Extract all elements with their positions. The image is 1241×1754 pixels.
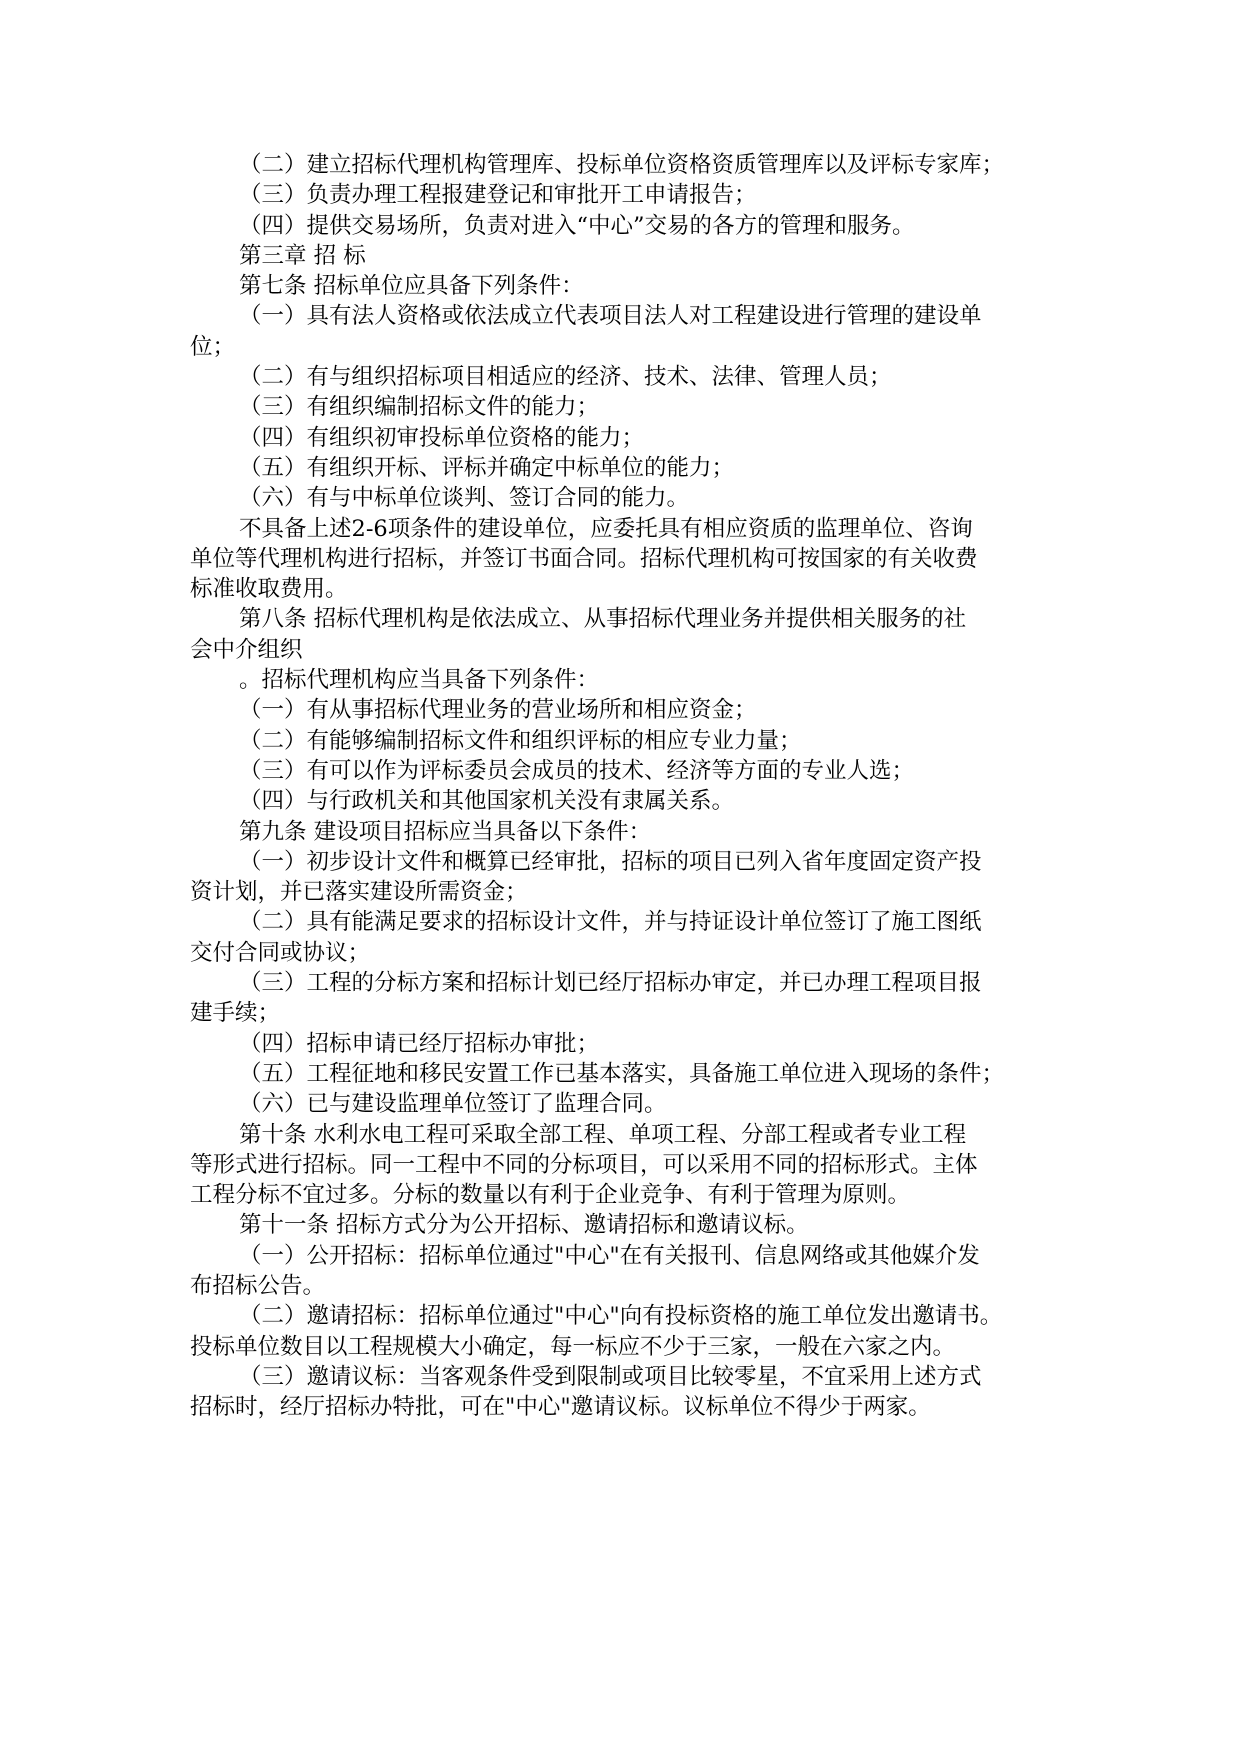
text-line: 第十一条 招标方式分为公开招标、邀请招标和邀请议标。 (239, 1212, 809, 1239)
text-line: （五）有组织开标、评标并确定中标单位的能力； (239, 454, 735, 481)
text-line: 布招标公告。 (190, 1272, 326, 1299)
text-line: （三）负责办理工程报建登记和审批开工申请报告； (239, 182, 757, 209)
text-line: （二）建立招标代理机构管理库、投标单位资格资质管理库以及评标专家库； (239, 152, 1005, 178)
document-body (190, 150, 1055, 1422)
text-line: （一）有从事招标代理业务的营业场所和相应资金； (239, 697, 757, 724)
text-line: 单位等代理机构进行招标，并签订书面合同。招标代理机构可按国家的有关收费 (190, 545, 978, 572)
text-line: （三）有可以作为评标委员会成员的技术、经济等方面的专业人选； (239, 757, 915, 784)
text-line: （四）与行政机关和其他国家机关没有隶属关系。 (239, 788, 735, 815)
text-line: 交付合同或协议； (190, 939, 371, 966)
text-line: （二）有与组织招标项目相适应的经济、技术、法律、管理人员； (239, 364, 892, 391)
text-line: 。招标代理机构应当具备下列条件： (239, 667, 600, 694)
text-line: （二）具有能满足要求的招标设计文件，并与持证设计单位签订了施工图纸 (239, 909, 982, 936)
text-line: （二）有能够编制招标文件和组织评标的相应专业力量； (239, 727, 802, 754)
text-line: 工程分标不宜过多。分标的数量以有利于企业竞争、有利于管理为原则。 (190, 1182, 911, 1209)
text-line: 招标时，经厅招标办特批，可在"中心"邀请议标。议标单位不得少于两家。 (190, 1394, 931, 1421)
text-line: 第八条 招标代理机构是依法成立、从事招标代理业务并提供相关服务的社 (239, 606, 967, 633)
text-line: （三）有组织编制招标文件的能力； (239, 394, 600, 421)
text-line: 不具备上述2-6项条件的建设单位，应委托具有相应资质的监理单位、咨询 (239, 515, 973, 542)
text-line: （四）有组织初审投标单位资格的能力； (239, 424, 645, 451)
text-line: 第九条 建设项目招标应当具备以下条件： (239, 818, 652, 845)
text-line: （五）工程征地和移民安置工作已基本落实，具备施工单位进入现场的条件； (239, 1060, 1005, 1087)
text-line: （六）有与中标单位谈判、签订合同的能力。 (239, 485, 690, 512)
text-line: 第七条 招标单位应具备下列条件： (239, 273, 584, 300)
text-line: （四）提供交易场所，负责对进入“中心”交易的各方的管理和服务。 (239, 212, 915, 239)
text-line: 资计划，并已落实建设所需资金； (190, 879, 528, 906)
text-line: （六）已与建设监理单位签订了监理合同。 (239, 1091, 667, 1118)
text-line: （三）工程的分标方案和招标计划已经厅招标办审定，并已办理工程项目报 (239, 970, 982, 997)
text-line: （一）具有法人资格或依法成立代表项目法人对工程建设进行管理的建设单 (239, 303, 982, 330)
text-line: 标准收取费用。 (190, 576, 348, 603)
text-line: 位； (190, 333, 236, 360)
text-line: （一）公开招标：招标单位通过"中心"在有关报刊、信息网络或其他媒介发 (239, 1242, 980, 1269)
text-line: 等形式进行招标。同一工程中不同的分标项目，可以采用不同的招标形式。主体 (190, 1151, 978, 1178)
text-line: 投标单位数目以工程规模大小确定，每一标应不少于三家，一般在六家之内。 (190, 1333, 956, 1360)
text-line: （四）招标申请已经厅招标办审批； (239, 1030, 600, 1057)
text-line: 第三章 招 标 (239, 242, 366, 269)
text-line: （二）邀请招标：招标单位通过"中心"向有投标资格的施工单位发出邀请书。 (239, 1303, 1003, 1330)
text-line: （一）初步设计文件和概算已经审批，招标的项目已列入省年度固定资产投 (239, 848, 982, 875)
text-line: （三）邀请议标：当客观条件受到限制或项目比较零星，不宜采用上述方式 (239, 1363, 982, 1390)
text-line: 建手续； (190, 1000, 281, 1027)
text-line: 第十条 水利水电工程可采取全部工程、单项工程、分部工程或者专业工程 (239, 1121, 967, 1148)
text-line: 会中介组织 (190, 636, 303, 663)
